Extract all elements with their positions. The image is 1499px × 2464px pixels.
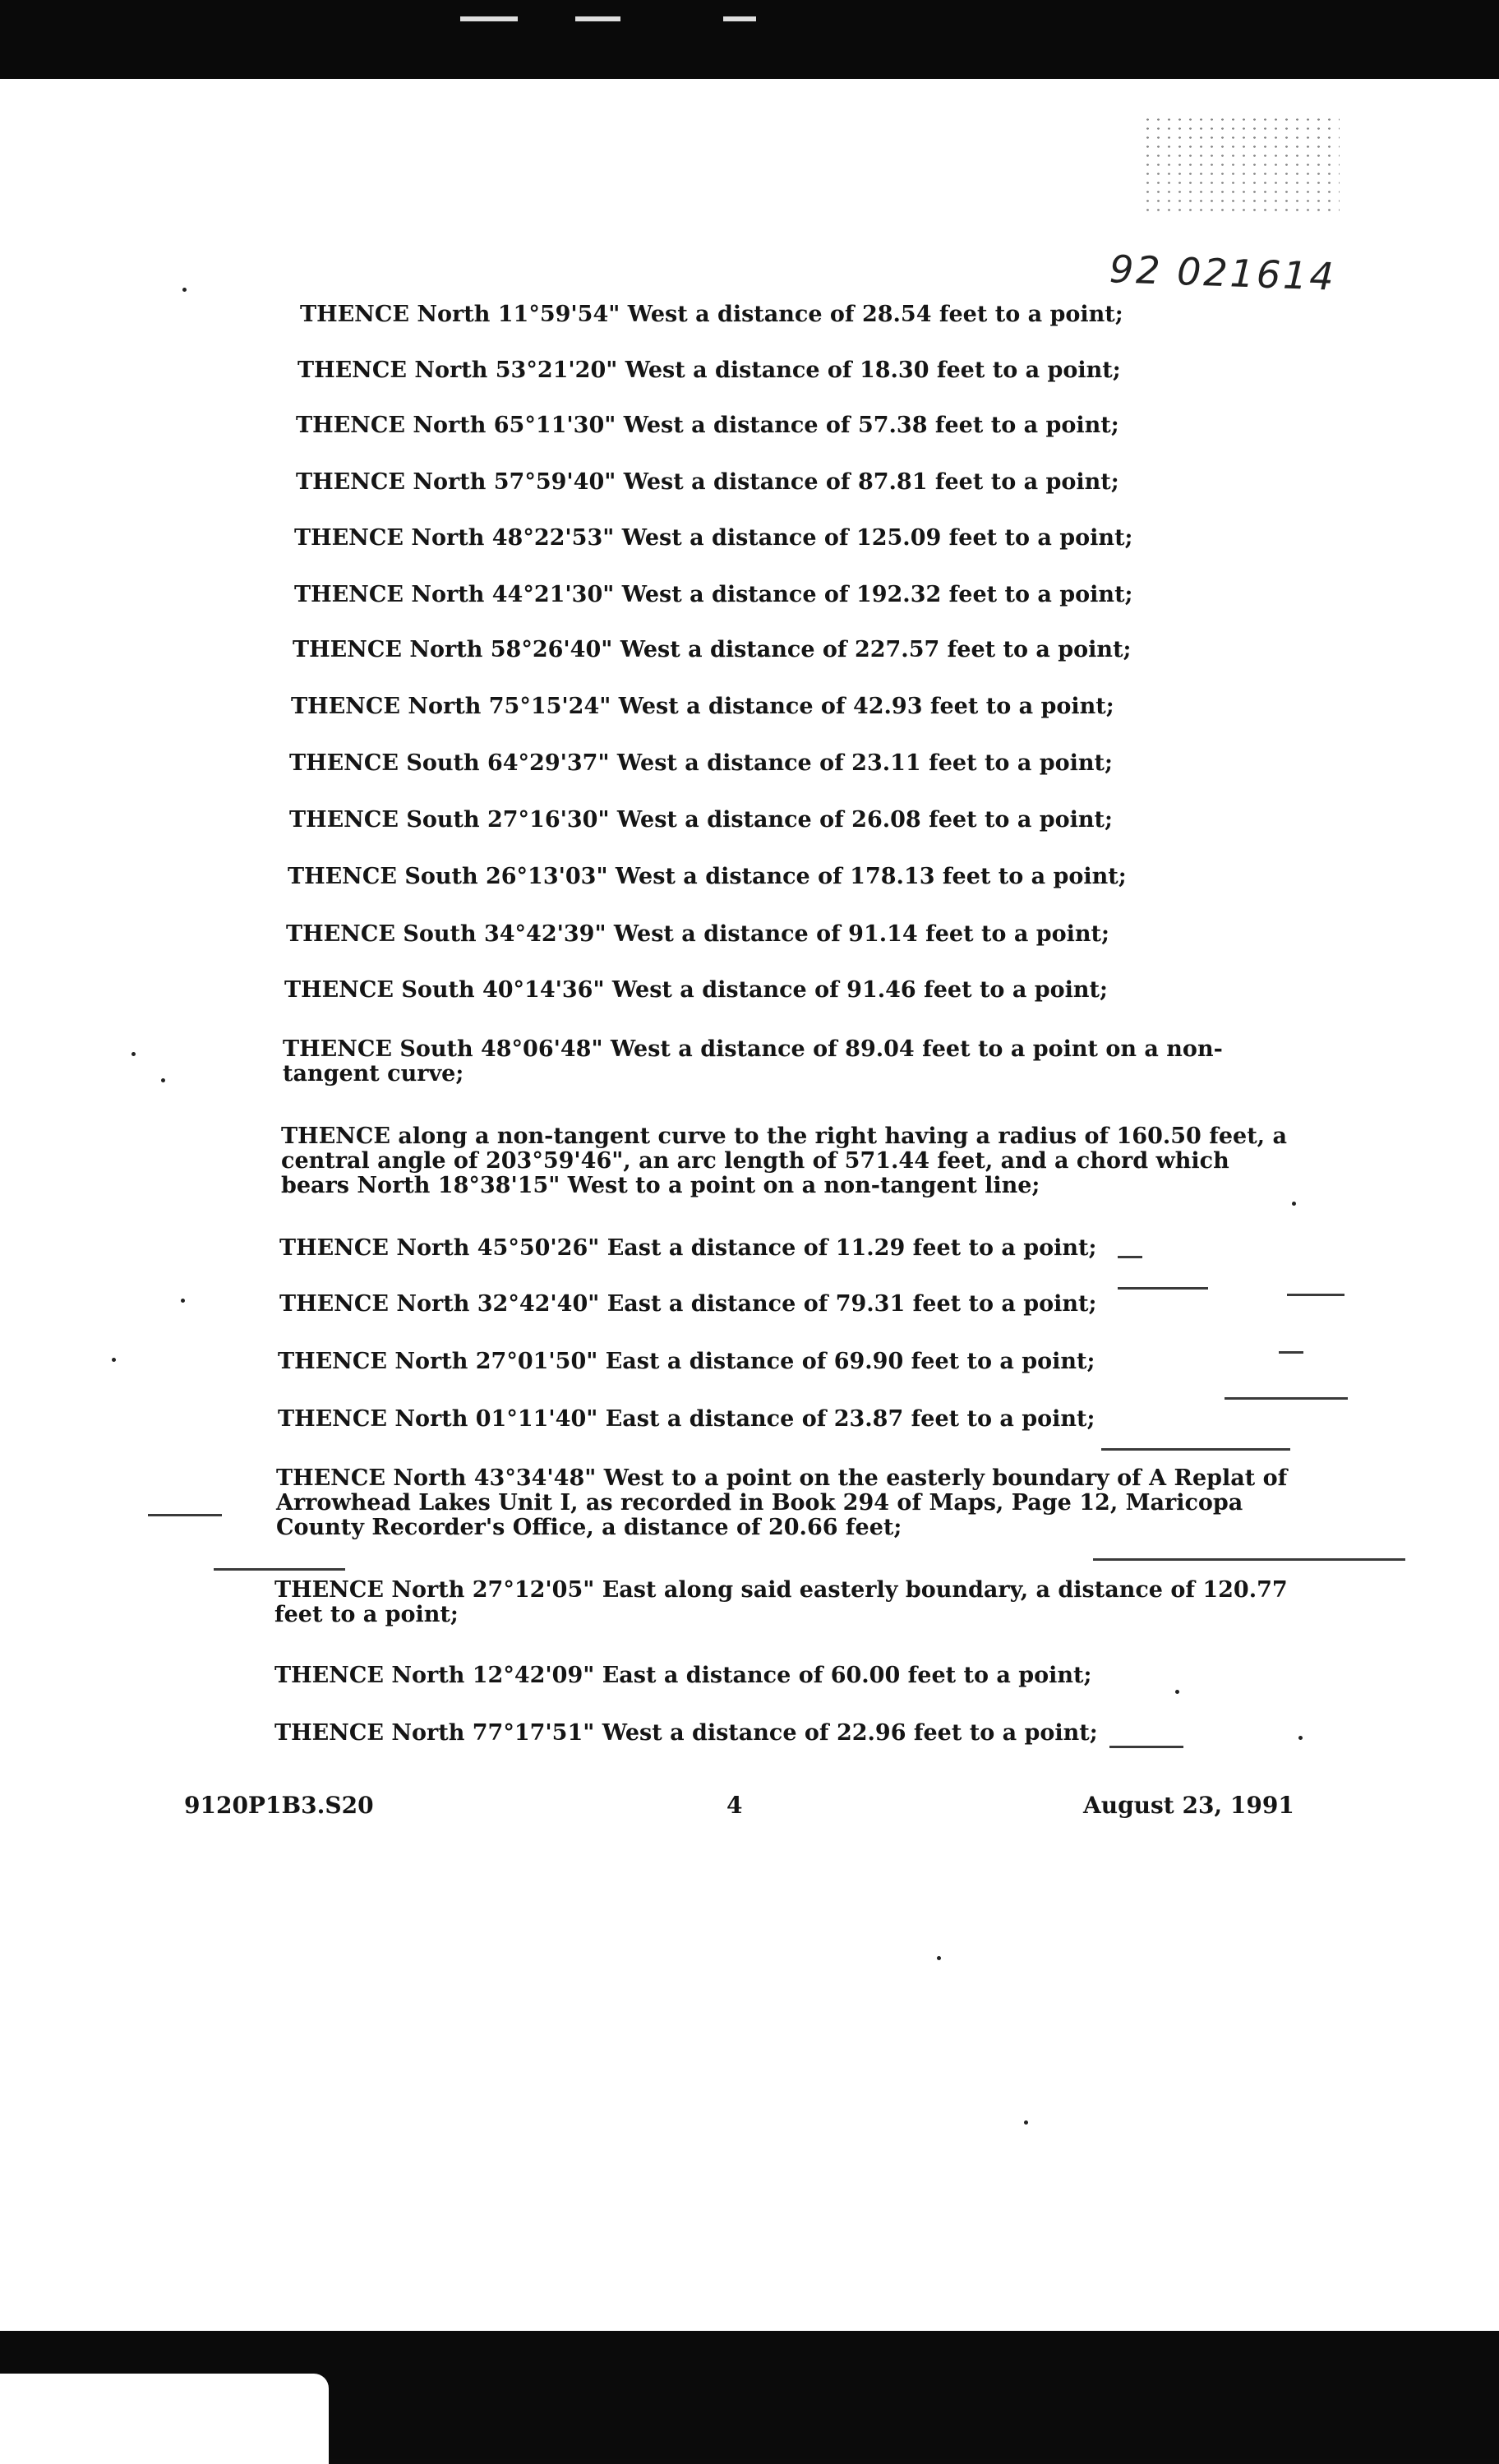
scan-speck bbox=[181, 1299, 185, 1303]
scan-artifact bbox=[575, 16, 620, 21]
scan-speck bbox=[1292, 1202, 1296, 1206]
course-line: THENCE South 64°29'37" West a distance of 23.11 feet to a point; bbox=[289, 750, 1113, 776]
scan-smudge bbox=[1287, 1294, 1344, 1296]
paper-edge-tab bbox=[0, 2374, 329, 2464]
scan-smudge bbox=[1225, 1397, 1348, 1400]
course-line: THENCE South 27°16'30" West a distance of 26.08 feet to a point; bbox=[289, 807, 1113, 833]
scan-smudge bbox=[1109, 1746, 1183, 1748]
scan-smudge bbox=[1279, 1351, 1303, 1354]
scan-artifact bbox=[460, 16, 518, 21]
course-paragraph: THENCE North 43°34'48" West to a point on the easterly boundary of A Replat of Arrowhead Lakes Unit I, as recorded in Book 294 of Maps, Page 12, Maricopa County Recorder's Office, a distance of 20.66 feet; bbox=[276, 1465, 1288, 1540]
course-line: THENCE South 26°13'03" West a distance of 178.13 feet to a point; bbox=[288, 864, 1127, 889]
page-number: 4 bbox=[726, 1792, 743, 1819]
scan-speck bbox=[161, 1078, 165, 1082]
course-line: THENCE South 34°42'39" West a distance of 91.14 feet to a point; bbox=[286, 921, 1109, 947]
scan-speck bbox=[1024, 2120, 1028, 2125]
course-paragraph: THENCE North 27°12'05" East along said easterly boundary, a distance of 120.77 feet to a point; bbox=[274, 1577, 1288, 1627]
course-line: THENCE North 27°01'50" East a distance of 69.90 feet to a point; bbox=[278, 1349, 1095, 1374]
scan-smudge bbox=[1118, 1287, 1208, 1290]
file-code: 9120P1B3.S20 bbox=[184, 1792, 374, 1819]
scan-speck bbox=[937, 1956, 941, 1960]
course-line: THENCE North 12°42'09" East a distance of 60.00 feet to a point; bbox=[274, 1663, 1092, 1688]
course-line: THENCE North 77°17'51" West a distance of 22.96 feet to a point; bbox=[274, 1720, 1098, 1746]
course-line: THENCE North 57°59'40" West a distance of 87.81 feet to a point; bbox=[296, 469, 1119, 495]
course-line: THENCE North 53°21'20" West a distance of 18.30 feet to a point; bbox=[297, 358, 1121, 383]
course-line: THENCE North 01°11'40" East a distance of 23.87 feet to a point; bbox=[278, 1406, 1095, 1432]
scan-speck bbox=[1175, 1690, 1179, 1694]
course-line: THENCE North 48°22'53" West a distance of 125.09 feet to a point; bbox=[294, 525, 1133, 551]
recording-number: 92 021614 bbox=[1109, 247, 1337, 299]
scan-speck bbox=[1298, 1736, 1303, 1740]
scan-smudge bbox=[214, 1568, 345, 1571]
scan-bottom-border bbox=[0, 2331, 1499, 2459]
scan-speck bbox=[182, 288, 187, 292]
scan-smudge bbox=[1093, 1558, 1405, 1561]
course-line: THENCE North 65°11'30" West a distance of 57.38 feet to a point; bbox=[296, 413, 1119, 438]
scan-smudge bbox=[148, 1514, 222, 1516]
scan-top-border bbox=[0, 0, 1499, 82]
course-line: THENCE North 32°42'40" East a distance of 79.31 feet to a point; bbox=[279, 1291, 1097, 1317]
scan-artifact bbox=[723, 16, 756, 21]
document-date: August 23, 1991 bbox=[1083, 1792, 1294, 1819]
course-line: THENCE North 11°59'54" West a distance of 28.54 feet to a point; bbox=[300, 302, 1123, 327]
course-line: THENCE South 40°14'36" West a distance of 91.46 feet to a point; bbox=[284, 977, 1108, 1003]
course-line: THENCE North 58°26'40" West a distance of 227.57 feet to a point; bbox=[293, 637, 1132, 662]
course-line: THENCE North 75°15'24" West a distance of 42.93 feet to a point; bbox=[291, 694, 1114, 719]
scan-speck bbox=[131, 1052, 136, 1056]
stamp-impression bbox=[1142, 115, 1340, 214]
scan-speck bbox=[112, 1358, 116, 1362]
course-paragraph: THENCE South 48°06'48" West a distance of 89.04 feet to a point on a non-tangent curve; bbox=[283, 1036, 1223, 1087]
course-line: THENCE North 45°50'26" East a distance of 11.29 feet to a point; bbox=[279, 1235, 1097, 1261]
scan-smudge bbox=[1118, 1256, 1142, 1258]
course-paragraph: THENCE along a non-tangent curve to the right having a radius of 160.50 feet, a central angle of 203°59'46", an arc length of 571.44 feet, and a chord which bears North 18°38'15" West to a point on a non-tangent line; bbox=[281, 1124, 1287, 1198]
scan-smudge bbox=[1101, 1448, 1290, 1451]
course-line: THENCE North 44°21'30" West a distance of 192.32 feet to a point; bbox=[294, 582, 1133, 607]
